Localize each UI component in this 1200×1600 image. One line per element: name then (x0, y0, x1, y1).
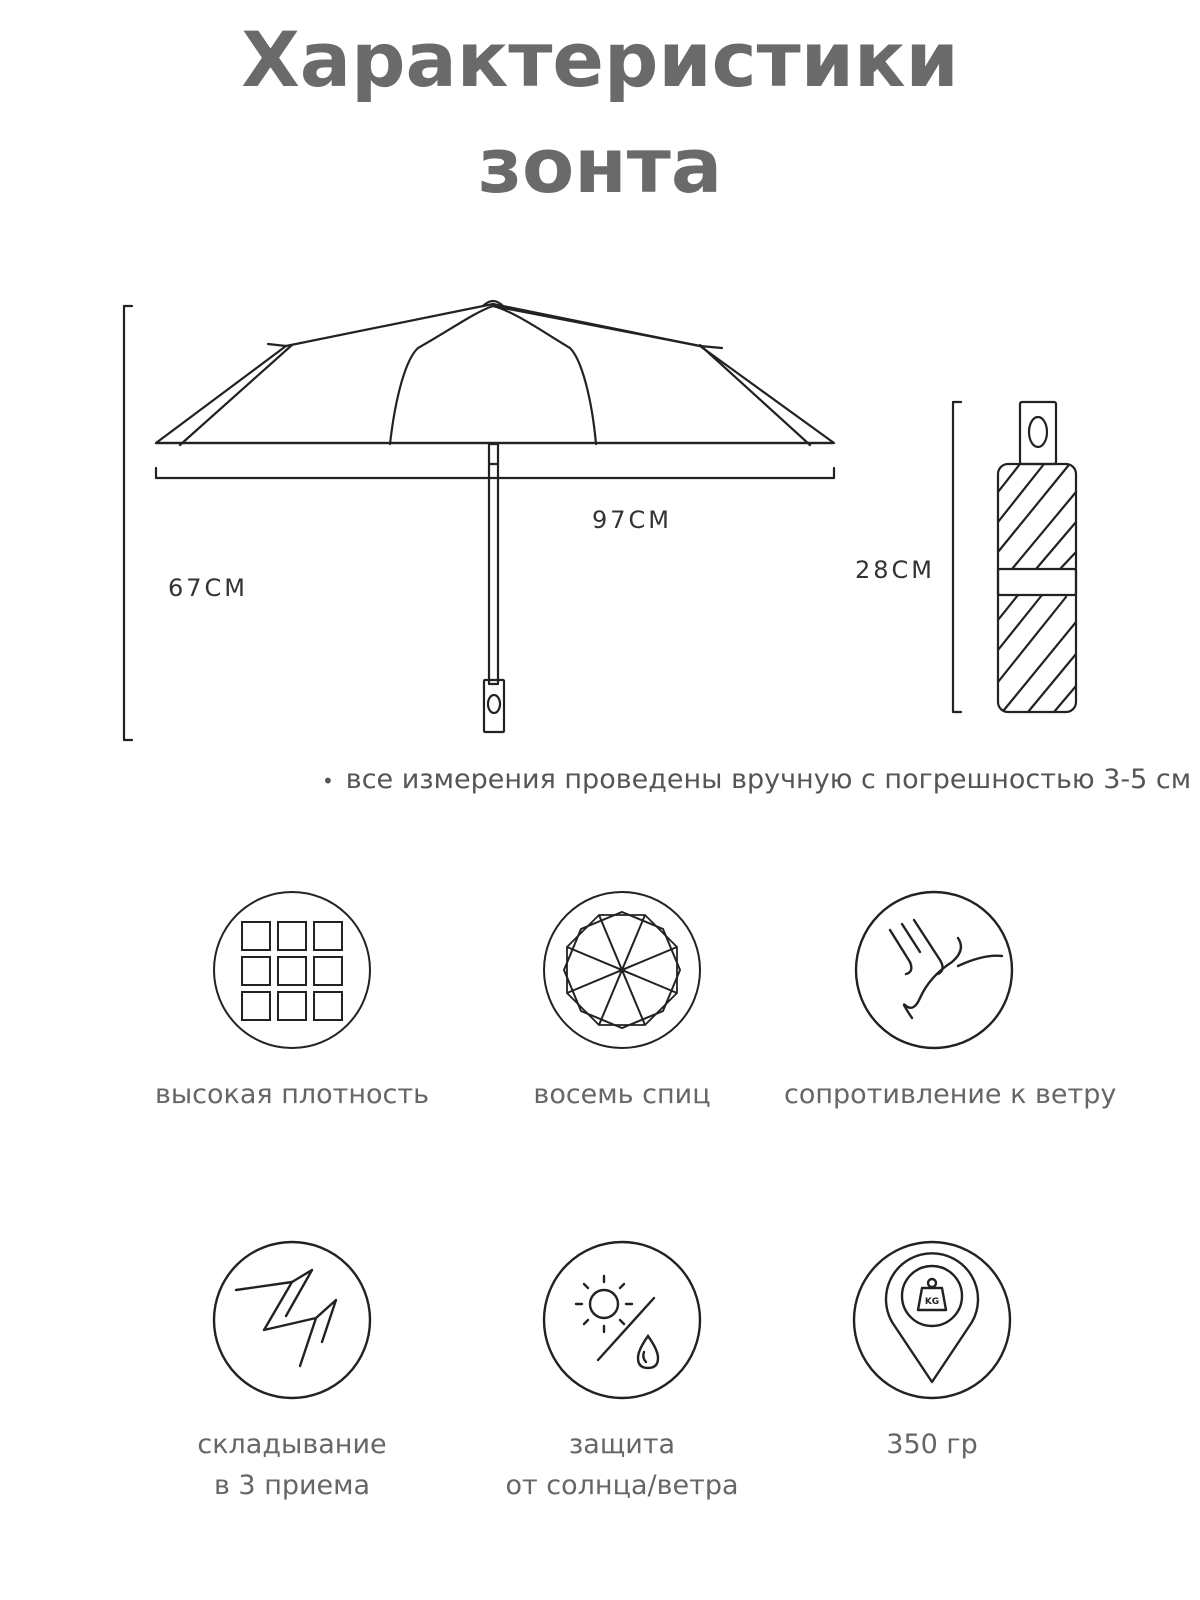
eight-spokes-icon (542, 890, 702, 1050)
umbrella-shaft (489, 444, 498, 684)
weight-pin-icon (852, 1240, 1012, 1400)
feature-folding-line1: складывание (197, 1429, 387, 1460)
feature-wind-label: сопротивление к ветру (784, 1079, 1117, 1110)
wind-icon (854, 890, 1014, 1050)
feature-spokes-label: восемь спиц (533, 1079, 711, 1110)
sun-drop-icon (542, 1240, 702, 1400)
feature-protection-line1: защита (568, 1429, 676, 1460)
height-open-label: 67CM (168, 574, 249, 602)
height-bracket (124, 306, 132, 740)
feature-density-label: высокая плотность (154, 1079, 430, 1110)
feature-folding (150, 1240, 434, 1506)
feature-spokes (480, 890, 764, 1115)
folded-length-bracket (953, 402, 961, 712)
feature-folding-line2: в 3 приема (213, 1470, 371, 1501)
umbrella-diagram (0, 0, 1200, 760)
feature-weight (790, 1240, 1074, 1465)
folded-umbrella-body (998, 464, 1076, 712)
feature-folding-label (150, 1424, 434, 1506)
umbrella-handle (484, 680, 504, 732)
width-open-label: 97CM (592, 506, 673, 534)
page-title-line2: зонта (477, 121, 723, 210)
folded-length-label: 28CM (855, 556, 936, 584)
lightning-fold-icon (212, 1240, 372, 1400)
svg-text:KG: KG (924, 1297, 940, 1307)
measurement-note-text: все измерения проведены вручную с погрешностью 3-5 см (345, 764, 1192, 795)
page-title-line1: Характеристики (241, 15, 959, 104)
width-bracket (156, 468, 834, 478)
feature-density (150, 890, 434, 1115)
feature-protection-label (480, 1424, 764, 1506)
feature-protection (480, 1240, 764, 1506)
feature-protection-line2: от солнца/ветра (505, 1470, 739, 1501)
feature-weight-label: 350 гр (886, 1429, 978, 1460)
grid-icon (212, 890, 372, 1050)
measurement-note (322, 764, 1191, 795)
bullet-icon: • (322, 768, 334, 793)
folded-umbrella-loop (1020, 402, 1056, 464)
feature-wind (784, 890, 1117, 1115)
